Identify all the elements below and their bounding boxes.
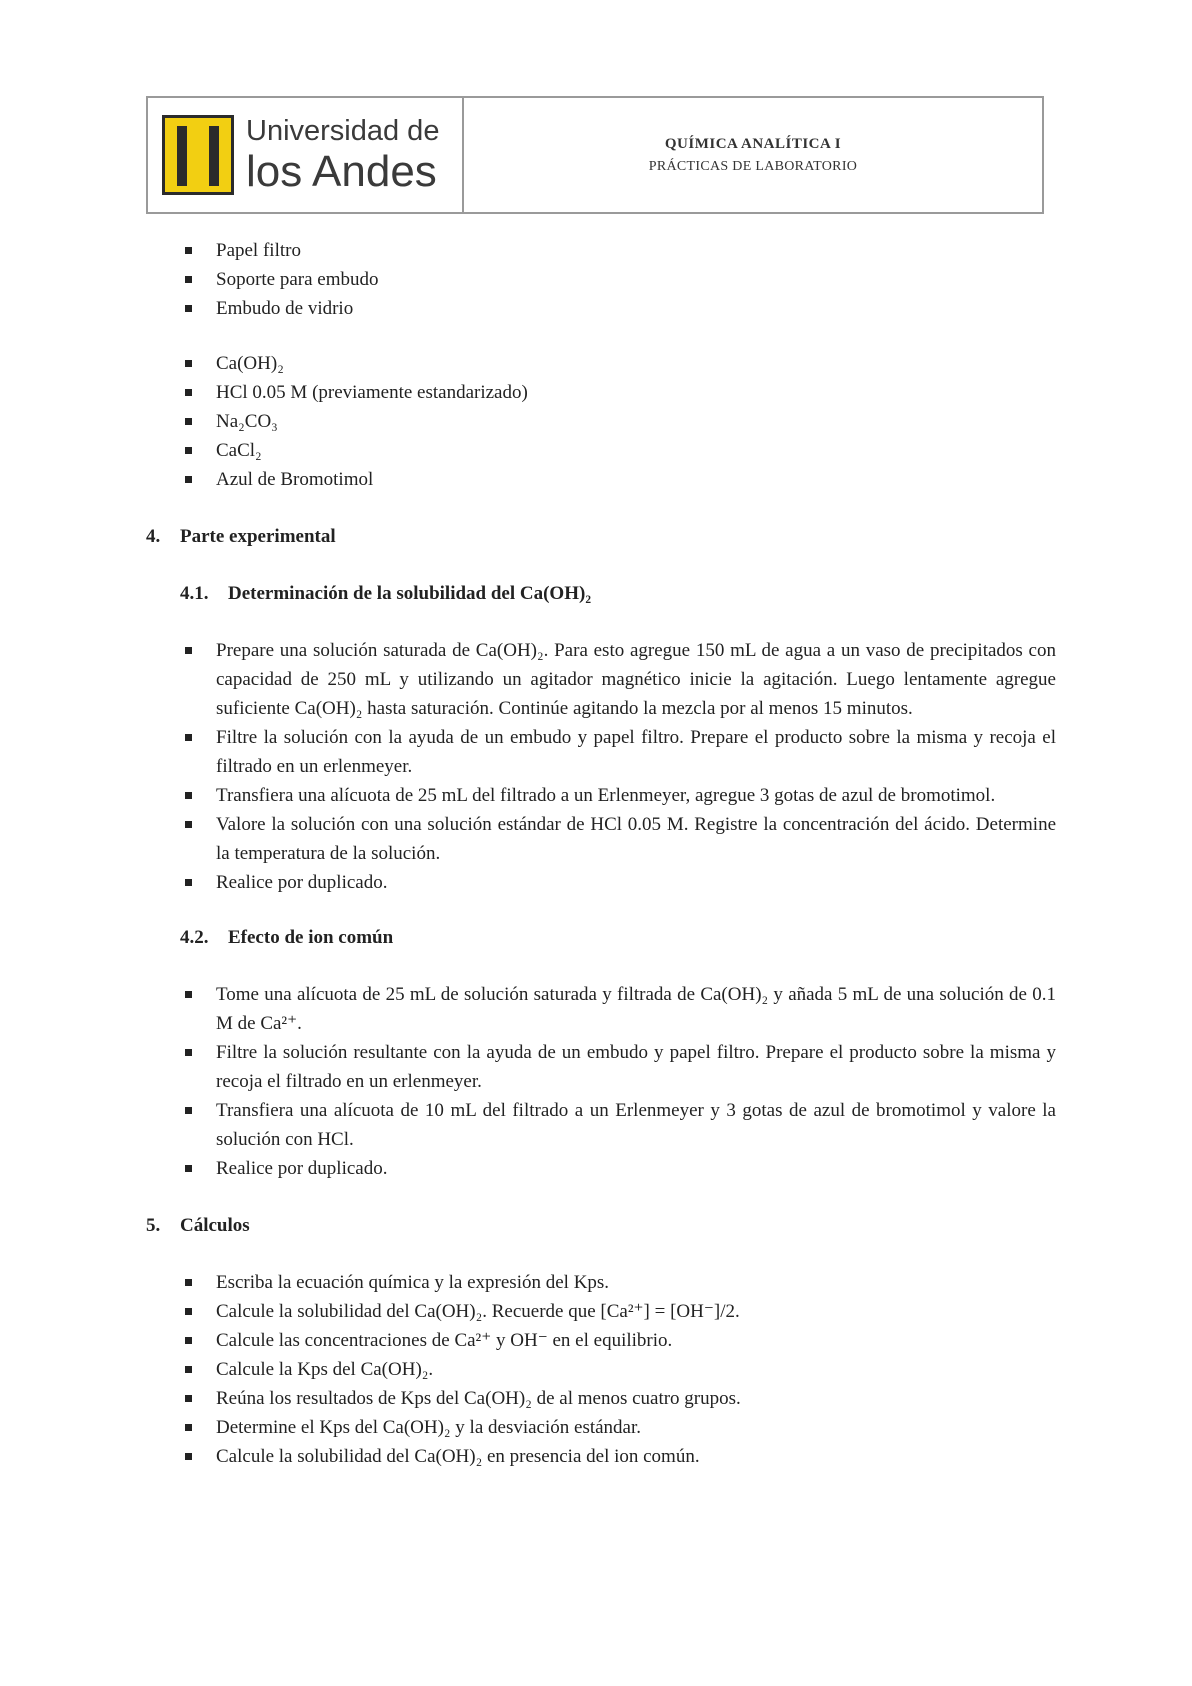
calculations-list [146,1268,1056,1471]
list-item: Determine el Kps del Ca(OH)₂ y la desviación estándar. [146,1413,1056,1442]
header-title-line-2: PRÁCTICAS DE LABORATORIO [648,158,858,174]
list-item: Na₂CO₃ [146,407,1056,436]
list-item: Filtre la solución con la ayuda de un embudo y papel filtro. Prepare el producto sobre la misma y recoja el filtrado en un erlenmeyer. [146,723,1056,781]
list-item: Filtre la solución resultante con la ayuda de un embudo y papel filtro. Prepare el producto sobre la misma y recoja el filtrado en un erlenmeyer. [146,1038,1056,1096]
reagents-list [146,349,1056,494]
list-item: Reúna los resultados de Kps del Ca(OH)₂ de al menos cuatro grupos. [146,1384,1056,1413]
list-item: Transfiera una alícuota de 10 mL del filtrado a un Erlenmeyer y 3 gotas de azul de bromotimol y valore la solución con HCl. [146,1096,1056,1154]
list-item: Soporte para embudo [146,265,1056,294]
header-title [464,98,1042,212]
list-item: Prepare una solución saturada de Ca(OH)₂. Para esto agregue 150 mL de agua a un vaso de precipitados con capacidad de 250 mL y utilizando un agitador magnético inicie la agitación. Luego lentamente agregue suficiente Ca(OH)₂ hasta saturación. Continúe agitando la mezcla por al menos 15 minutos. [146,636,1056,723]
list-item: CaCl₂ [146,436,1056,465]
logo-emblem-icon [162,115,234,195]
sub-heading-4-2: 4.2. Efecto de ion común [180,927,394,948]
section-heading-4: 4. Parte experimental [146,526,336,547]
document-header [146,96,1044,214]
list-item: Embudo de vidrio [146,294,1056,323]
list-item: Tome una alícuota de 25 mL de solución saturada y filtrada de Ca(OH)₂ y añada 5 mL de una solución de 0.1 M de Ca²⁺. [146,980,1056,1038]
logo-text [246,114,440,196]
logo-line-1: Universidad de [246,114,440,147]
list-item: Calcule la solubilidad del Ca(OH)₂ en presencia del ion común. [146,1442,1056,1471]
logo-line-2: los Andes [246,146,437,196]
list-item: Calcule la solubilidad del Ca(OH)₂. Recuerde que [Ca²⁺] = [OH⁻]/2. [146,1297,1056,1326]
header-title-line-1: QUÍMICA ANALÍTICA I [664,135,842,152]
university-logo [148,98,464,212]
section-heading-5: 5. Cálculos [146,1215,250,1236]
procedure-list-4-1 [146,636,1056,897]
list-item: Papel filtro [146,236,1056,265]
materials-list [146,236,1056,323]
list-item: Escriba la ecuación química y la expresión del Kps. [146,1268,1056,1297]
procedure-list-4-2 [146,980,1056,1183]
list-item: Azul de Bromotimol [146,465,1056,494]
list-item: Calcule las concentraciones de Ca²⁺ y OH⁻ en el equilibrio. [146,1326,1056,1355]
list-item: Ca(OH)₂ [146,349,1056,378]
list-item: HCl 0.05 M (previamente estandarizado) [146,378,1056,407]
list-item: Calcule la Kps del Ca(OH)₂. [146,1355,1056,1384]
list-item: Realice por duplicado. [146,868,1056,897]
sub-heading-4-1: 4.1. Determinación de la solubilidad del Ca(OH)₂ [180,583,592,604]
list-item: Realice por duplicado. [146,1154,1056,1183]
list-item: Transfiera una alícuota de 25 mL del filtrado a un Erlenmeyer, agregue 3 gotas de azul de bromotimol. [146,781,1056,810]
list-item: Valore la solución con una solución estándar de HCl 0.05 M. Registre la concentración del ácido. Determine la temperatura de la solución. [146,810,1056,868]
document-body [146,236,1056,1471]
